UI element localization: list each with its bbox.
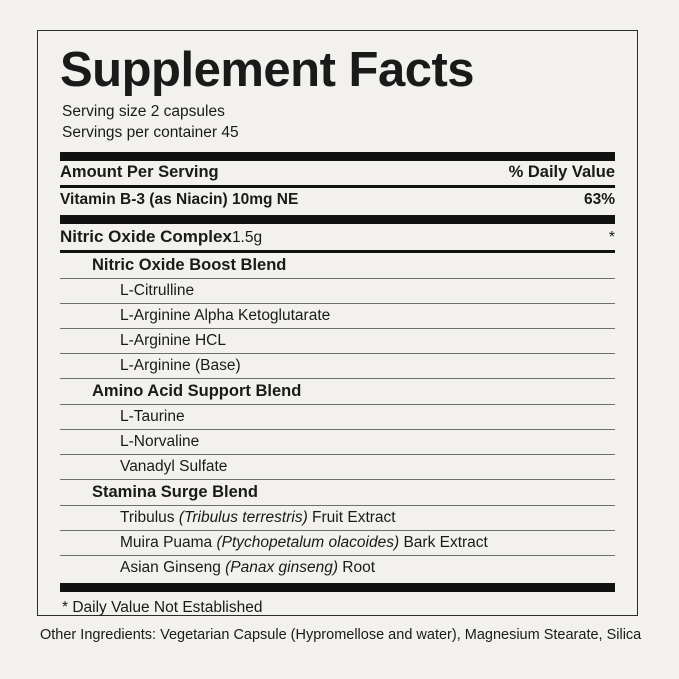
list-item: L-Citrulline bbox=[120, 282, 195, 300]
complex-row bbox=[60, 224, 615, 250]
footnote: * Daily Value Not Established bbox=[62, 599, 263, 617]
ingredient-suffix: Bark Extract bbox=[399, 534, 488, 552]
divider-thick-bottom bbox=[60, 583, 615, 592]
list-item bbox=[60, 506, 615, 530]
list-item bbox=[60, 556, 615, 580]
table-row bbox=[60, 188, 615, 212]
complex-amount: 1.5g bbox=[231, 229, 263, 247]
divider-thick-top bbox=[60, 152, 615, 161]
ingredient-prefix: Asian Ginseng bbox=[120, 559, 226, 577]
list-item bbox=[60, 531, 615, 555]
serving-size: Serving size 2 capsules bbox=[62, 103, 225, 121]
amount-per-serving-header bbox=[60, 161, 615, 185]
ingredient-latin: (Tribulus terrestris) bbox=[178, 509, 308, 527]
ingredient-prefix: Tribulus bbox=[120, 509, 179, 527]
blend-header: Amino Acid Support Blend bbox=[92, 382, 302, 401]
list-item: L-Taurine bbox=[120, 408, 185, 426]
ingredient-latin: (Panax ginseng) bbox=[225, 559, 338, 577]
complex-name: Nitric Oxide Complex bbox=[60, 227, 232, 247]
nutrient-name: Vitamin B-3 (as Niacin) 10mg NE bbox=[60, 191, 299, 209]
supplement-facts-panel bbox=[37, 30, 638, 616]
complex-dv: * bbox=[608, 229, 615, 247]
divider-thick-2 bbox=[60, 215, 615, 224]
list-item: Vanadyl Sulfate bbox=[120, 458, 228, 476]
list-item: L-Arginine HCL bbox=[120, 332, 226, 350]
daily-value-label: % Daily Value bbox=[508, 163, 615, 182]
nutrient-dv: 63% bbox=[583, 191, 615, 209]
ingredient-suffix: Fruit Extract bbox=[307, 509, 396, 527]
blend-header: Stamina Surge Blend bbox=[92, 483, 258, 502]
list-item: L-Arginine (Base) bbox=[120, 357, 241, 375]
list-item: L-Arginine Alpha Ketoglutarate bbox=[120, 307, 331, 325]
ingredient-prefix: Muira Puama bbox=[120, 534, 217, 552]
page-title: Supplement Facts bbox=[60, 43, 475, 97]
ingredient-latin: (Ptychopetalum olacoides) bbox=[216, 534, 400, 552]
amount-per-serving-label: Amount Per Serving bbox=[60, 163, 219, 182]
other-ingredients: Other Ingredients: Vegetarian Capsule (Hypromellose and water), Magnesium Stearate, Silica bbox=[40, 627, 642, 643]
list-item: L-Norvaline bbox=[120, 433, 200, 451]
servings-per-container: Servings per container 45 bbox=[62, 124, 239, 142]
blend-header: Nitric Oxide Boost Blend bbox=[92, 256, 287, 275]
ingredient-suffix: Root bbox=[338, 559, 376, 577]
